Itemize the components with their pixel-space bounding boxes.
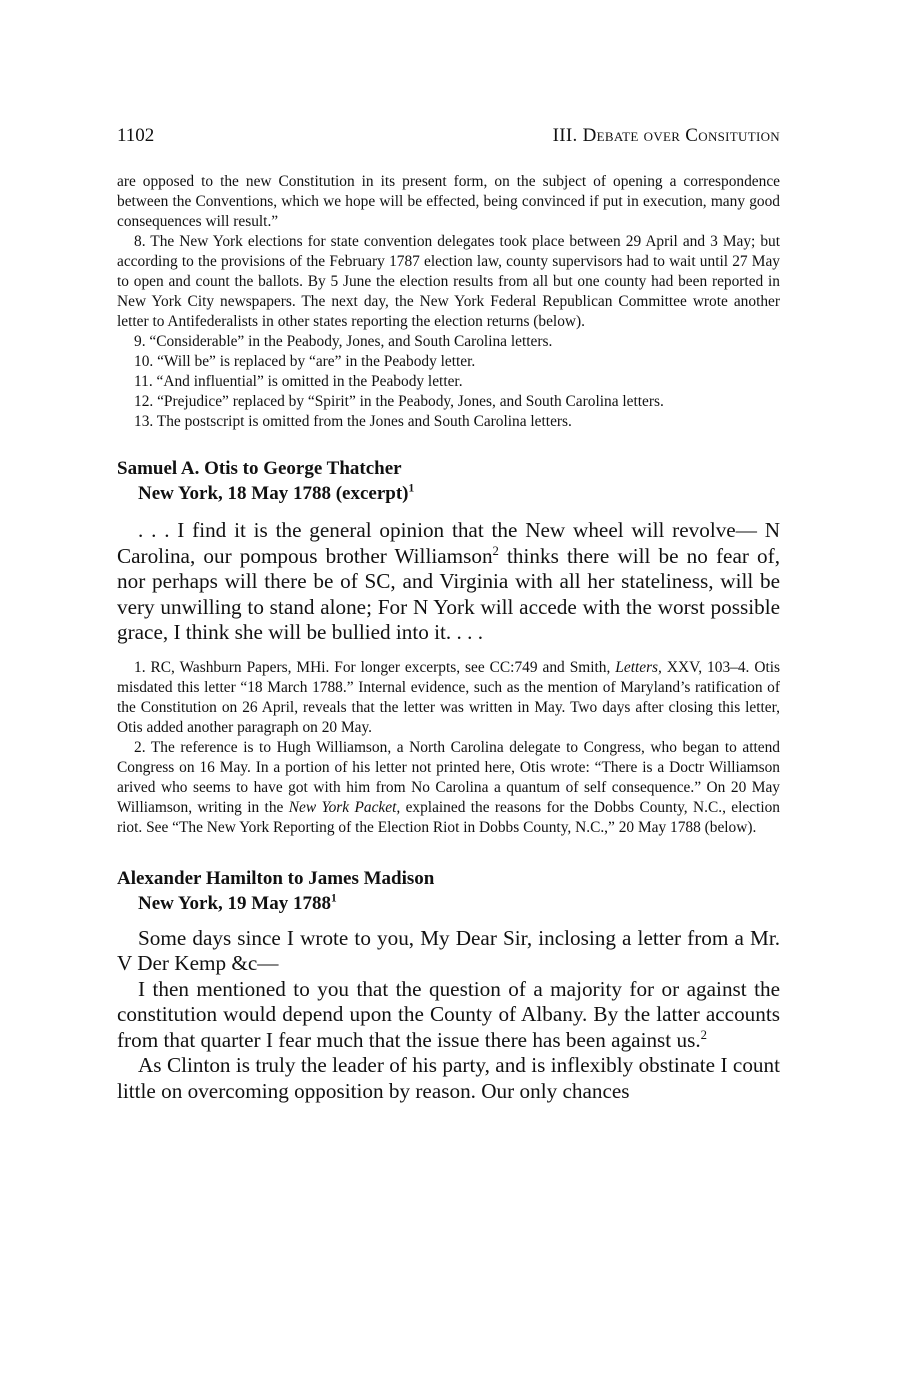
doc2-paragraph-2: [117, 977, 780, 1054]
doc2-paragraph-3: As Clinton is truly the leader of his party, and is inflexibly obstinate I count little on overcoming opposition by reason. Our only chances: [117, 1053, 780, 1103]
doc1-footnote-2-b: explained the reasons for the Dobbs County, N.C., election riot. See “The New York Reporting of the Election Riot in Dobbs County, N.C.,” 20 May 1788 (below).: [117, 798, 780, 836]
footnote-8: 8. The New York elections for state convention delegates took place between 29 April and 3 May; but according to the provisions of the February 1787 election law, county supervisors had to wait until 27 May to open and count the ballots. By 5 June the election results from all but one county had been reported in New York City newspapers. The next day, the New York Federal Republican Committee wrote another letter to Antifederalists in other states reporting the election returns (below).: [117, 233, 780, 330]
page-number: 1102: [117, 125, 155, 146]
footnote-12: 12. “Prejudice” replaced by “Spirit” in the Peabody, Jones, and South Carolina letters.: [134, 393, 664, 410]
doc1-place-date: [117, 481, 780, 506]
section-title: III. Debate over Consitution: [552, 125, 780, 146]
doc1-footnote-1-b: XXV, 103–4. Otis misdated this letter “18 March 1788.” Internal evidence, such as the mention of Maryland’s ratification of the Constitution on 26 April, reveals that the letter was written in May. Two days after closing this letter, Otis added another paragraph on 20 May.: [117, 658, 780, 736]
doc2-paragraph-1: Some days since I wrote to you, My Dear Sir, inclosing a letter from a Mr. V Der Kemp &c—: [117, 925, 780, 975]
doc1-footnote-2: [117, 738, 780, 838]
doc2-title: Alexander Hamilton to James Madison: [117, 867, 435, 889]
doc1-footnote-2-a: 2. The reference is to Hugh Williamson, a North Carolina delegate to Congress, who began to attend Congress on 16 May. In a portion of his letter not printed here, Otis wrote: “There is a Doctr Williamson arived who seems to have got with him from No Carolina a quantum of self consequence.” On 20 May Williamson, writing in the: [117, 738, 780, 816]
doc2-place-date: [117, 891, 780, 916]
document-page: [117, 125, 780, 1104]
footnote-continuation: are opposed to the new Constitution in its present form, on the subject of opening a correspondence between the Conventions, which we hope will be effected, being convinced if put in execution, many good consequences will result.”: [117, 173, 780, 230]
doc2-paragraph-2-text: I then mentioned to you that the question of a majority for or against the constitution would depend upon the County of Albany. By the latter accounts from that quarter I fear much that the issue there has been against us.: [117, 976, 780, 1052]
doc1-body: [117, 518, 780, 646]
doc1-note-ref: 1: [408, 482, 415, 495]
doc1-place-date-text: New York, 18 May 1788 (excerpt): [138, 483, 409, 504]
doc1-title: Samuel A. Otis to George Thatcher: [117, 458, 402, 479]
doc2-paragraph-2-ref: 2: [700, 1027, 707, 1042]
doc1-footnote-1-italic: Letters,: [615, 658, 662, 676]
doc1-footnote-1-a: 1. RC, Washburn Papers, MHi. For longer excerpts, see CC:749 and Smith,: [134, 658, 616, 676]
footnote-13: 13. The postscript is omitted from the Jones and South Carolina letters.: [134, 413, 572, 430]
running-head: [117, 125, 780, 147]
doc1-footnote-1: [117, 658, 780, 738]
top-footnotes: [117, 172, 780, 432]
footnote-11: 11. “And influential” is omitted in the Peabody letter.: [134, 373, 463, 390]
doc1-body-ref: 2: [492, 543, 499, 558]
doc2-note-ref: 1: [330, 892, 337, 905]
footnote-10: 10. “Will be” is replaced by “are” in the Peabody letter.: [134, 353, 476, 370]
doc1-footnote-2-italic: New York Packet,: [288, 798, 401, 816]
doc2-place-date-text: New York, 19 May 1788: [138, 892, 331, 914]
footnote-9: 9. “Considerable” in the Peabody, Jones, and South Carolina letters.: [134, 333, 553, 350]
doc1-body-a: . . . I find it is the general opinion that the New wheel will revolve— N Carolina, our pompous brother Williamson: [117, 518, 780, 568]
doc1-body-b: thinks there will be no fear of, nor perhaps will there be of SC, and Virginia with all her stateliness, will be very unwilling to stand alone; For N York will accede with the worst possible grace, I think she will be bullied into it. . . .: [117, 543, 780, 644]
